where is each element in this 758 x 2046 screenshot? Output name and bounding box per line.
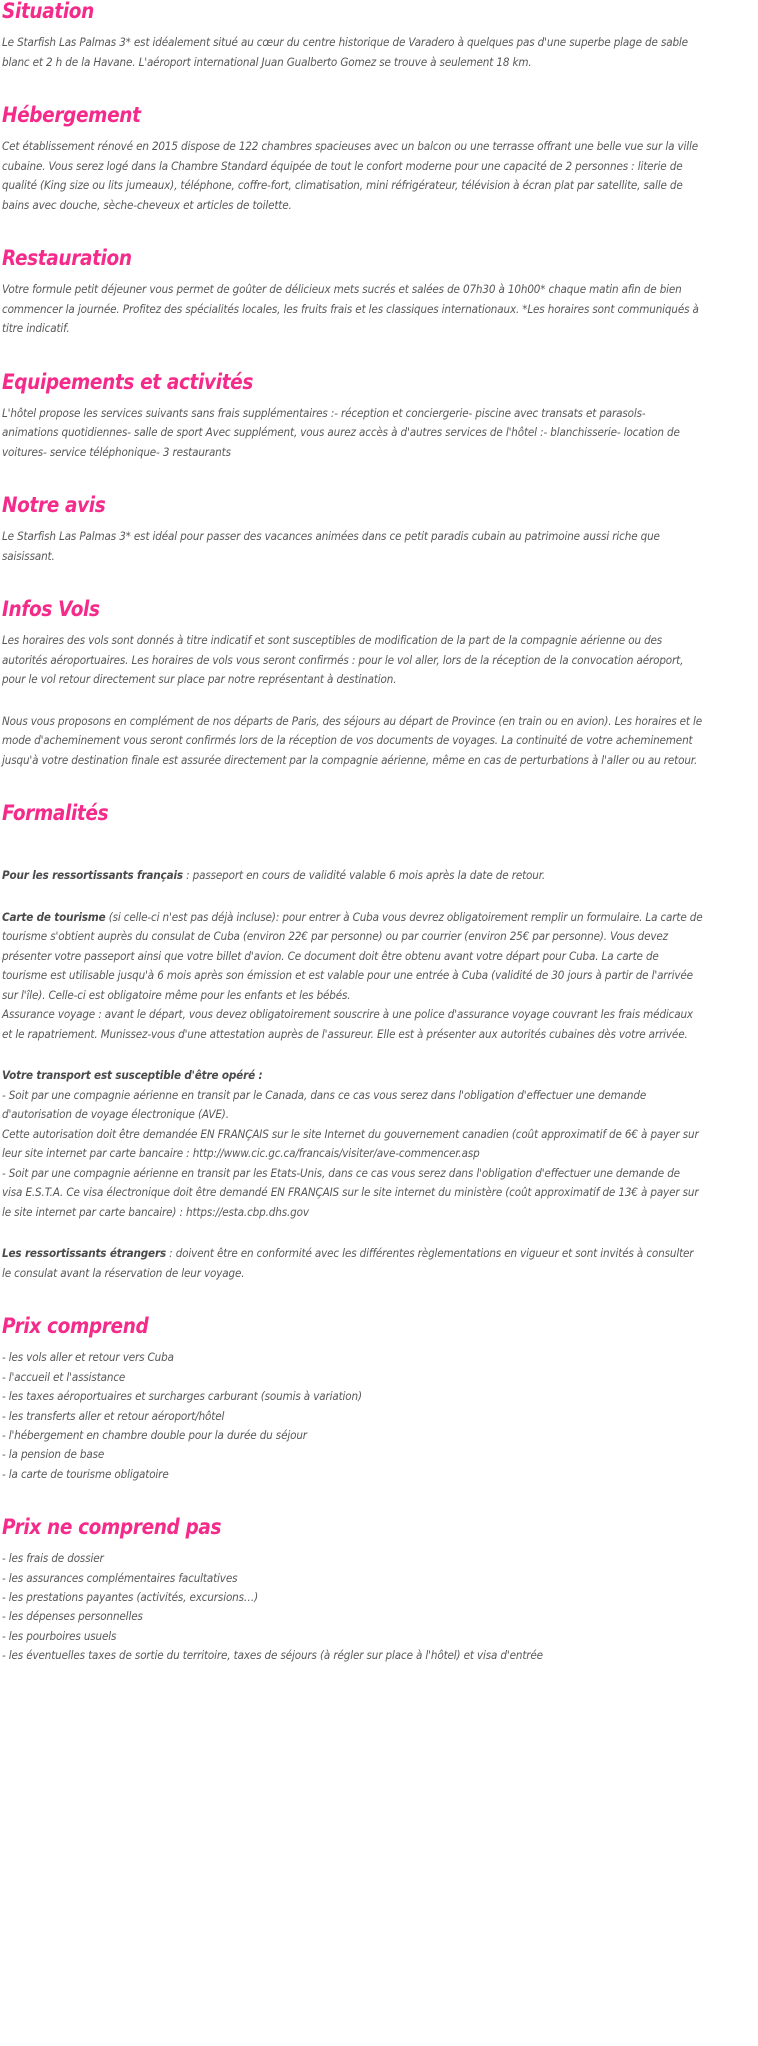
section-paragraph: Votre formule petit déjeuner vous permet de goûter de délicieux mets sucrés et salées de 07h30 à 10h00* chaque matin afin de bien commencer la journée. Profitez des spécialités locales, les fruits frais et les classiques internationaux. *Les horaires sont communiqués à titre indicatif. (2, 283, 699, 336)
section-title-notre-avis: Notre avis (2, 493, 106, 518)
list-item: - les frais de dossier (2, 1552, 104, 1566)
formalites-block-assurance-voyage (2, 1005, 703, 1044)
formalites-transport-lead (2, 1066, 703, 1086)
section-title-situation: Situation (2, 0, 94, 23)
section-title-equipements: Equipements et activités (2, 369, 254, 394)
list-item: - les prestations payantes (activités, excursions…) (2, 1591, 259, 1605)
section-formalites (2, 802, 756, 1283)
section-paragraph: Nous vous proposons en complément de nos départs de Paris, des séjours au départ de Province (en train ou en avion). Les horaires et le mode d'acheminement vous seront confirmés lors de la réception de vos documents de voyages. La continuité de votre acheminement jusqu'à votre destination finale est assurée directement par la compagnie aérienne, même en cas de perturbations à l'aller ou au retour. (2, 714, 703, 767)
list-item: - la carte de tourisme obligatoire (2, 1467, 169, 1481)
list-item: - l'hébergement en chambre double pour la durée du séjour (2, 1429, 307, 1442)
section-title-hebergement: Hébergement (2, 103, 141, 128)
transport-line: Cette autorisation doit être demandée EN FRANÇAIS sur le site Internet du gouvernement canadien (coût approximatif de 6€ à payer sur leur site internet par carte bancaire : http://www.cic.gc.ca/francais/visiter/ave-commencer.asp (2, 1127, 699, 1161)
list-item: - les éventuelles taxes de sortie du territoire, taxes de séjours (à régler sur place à l'hôtel) et visa d'entrée (2, 1649, 543, 1663)
formalites-text: : doivent être en conformité avec les différentes règlementations en vigueur et sont invités à consulter le consulat avant la réservation de leur voyage. (2, 1247, 694, 1280)
transport-lead-label: Votre transport est susceptible d'être opéré (2, 1069, 256, 1083)
formalites-text: Assurance voyage : avant le départ, vous devez obligatoirement souscrire à une police d'assurance voyage couvrant les frais médicaux et le rapatriement. Munissez-vous d'une attestation auprès de l'assureur. Elle est à présenter aux autorités cubaines dès votre arrivée. (2, 1008, 693, 1041)
section-title-prix-comprend: Prix comprend (2, 1314, 149, 1339)
section-equipements-et-activites (2, 371, 756, 463)
formalites-block-ressortissants-etrangers (2, 1244, 703, 1283)
section-situation (2, 0, 756, 72)
section-paragraph: Cet établissement rénové en 2015 dispose de 122 chambres spacieuses avec un balcon ou une terrasse offrant une belle vue sur la ville cubaine. Vous serez logé dans la Chambre Standard équipée de tout le confort moderne pour une capacité de 2 personnes : literie de qualité (King size ou lits jumeaux), téléphone, coffre-fort, climatisation, mini réfrigérateur, télévision à écran plat par satellite, salle de bains avec douche, sèche-cheveux et articles de toilette. (2, 140, 699, 212)
transport-lead-suffix: : (255, 1069, 263, 1083)
section-paragraph: L'hôtel propose les services suivants sans frais supplémentaires :- réception et conciergerie- piscine avec transats et parasols- animations quotidiennes- salle de sport Avec supplément, vous aurez accès à d'autres services de l'hôtel :- blanchisserie- location de voitures- service téléphonique- 3 restaurants (2, 406, 680, 459)
transport-line: - Soit par une compagnie aérienne en transit par les Etats-Unis, dans ce cas vous serez dans l'obligation d'effectuer une demande de visa E.S.T.A. Ce visa électronique doit être demandé EN FRANÇAIS sur le site internet du ministère (coût approximatif de 13€ à payer sur le site internet par carte bancaire) : https://esta.cbp.dhs.gov (2, 1166, 699, 1219)
section-prix-comprend (2, 1315, 756, 1484)
section-prix-ne-comprend-pas (2, 1516, 756, 1665)
formalites-lead: Carte de tourisme (2, 910, 106, 924)
section-title-prix-ne-comprend-pas: Prix ne comprend pas (2, 1515, 222, 1540)
list-item: - l'accueil et l'assistance (2, 1370, 126, 1384)
formalites-text: : passeport en cours de validité valable 6 mois après la date de retour. (182, 869, 546, 883)
section-title-restauration: Restauration (2, 246, 132, 271)
section-title-formalites: Formalités (2, 801, 109, 826)
list-item: - les vols aller et retour vers Cuba (2, 1351, 174, 1365)
formalites-block-ressortissants-francais (2, 866, 703, 886)
section-paragraph: Le Starfish Las Palmas 3* est idéalement situé au cœur du centre historique de Varadero à quelques pas d'une superbe plage de sable blanc et 2 h de la Havane. L'aéroport international Juan Gualberto Gomez se trouve à seulement 18 km. (2, 36, 688, 69)
transport-line: - Soit par une compagnie aérienne en transit par le Canada, dans ce cas vous serez dans l'obligation d'effectuer une demande d'autorisation de voyage électronique (AVE). (2, 1088, 647, 1122)
section-paragraph: Les horaires des vols sont donnés à titre indicatif et sont susceptibles de modification de la part de la compagnie aérienne ou des autorités aéroportuaires. Les horaires de vols vous seront confirmés : pour le vol aller, lors de la réception de la convocation aéroport, pour le vol retour directement sur place par notre représentant à destination. (2, 634, 684, 687)
section-restauration (2, 247, 756, 339)
formalites-text: (si celle-ci n'est pas déjà incluse): pour entrer à Cuba vous devrez obligatoirement remplir un formulaire. La carte de tourisme s'obtient auprès du consulat de Cuba (environ 22€ par personne) ou par courrier (environ 25€ par personne). Vous devez présenter votre passeport ainsi que votre billet d'avion. Ce document doit être obtenu avant votre départ pour Cuba. La carte de tourisme est utilisable jusqu'à 6 mois après son émission et est valable pour une entrée à Cuba (validité de 30 jours à partir de l'arrivée sur l'île). Celle-ci est obligatoire même pour les enfants et les bébés. (2, 910, 703, 1002)
section-hebergement (2, 104, 756, 215)
formalites-lead: Les ressortissants étrangers (2, 1247, 167, 1261)
list-item: - les pourboires usuels (2, 1629, 117, 1643)
list-item: - les assurances complémentaires facultatives (2, 1571, 238, 1585)
list-item: - les transferts aller et retour aéroport/hôtel (2, 1409, 225, 1423)
formalites-lead: Pour les ressortissants français (2, 869, 183, 883)
section-paragraph: Le Starfish Las Palmas 3* est idéal pour passer des vacances animées dans ce petit paradis cubain au patrimoine aussi riche que saisissant. (2, 530, 660, 563)
section-title-infos-vols: Infos Vols (2, 597, 100, 622)
section-infos-vols (2, 598, 756, 770)
list-item: - les taxes aéroportuaires et surcharges carburant (soumis à variation) (2, 1390, 362, 1404)
prix-ne-comprend-pas-list (2, 1549, 756, 1665)
prix-comprend-list (2, 1348, 756, 1484)
section-notre-avis (2, 494, 756, 566)
list-item: - les dépenses personnelles (2, 1610, 143, 1624)
formalites-block-carte-de-tourisme (2, 908, 703, 1006)
list-item: - la pension de base (2, 1448, 105, 1462)
